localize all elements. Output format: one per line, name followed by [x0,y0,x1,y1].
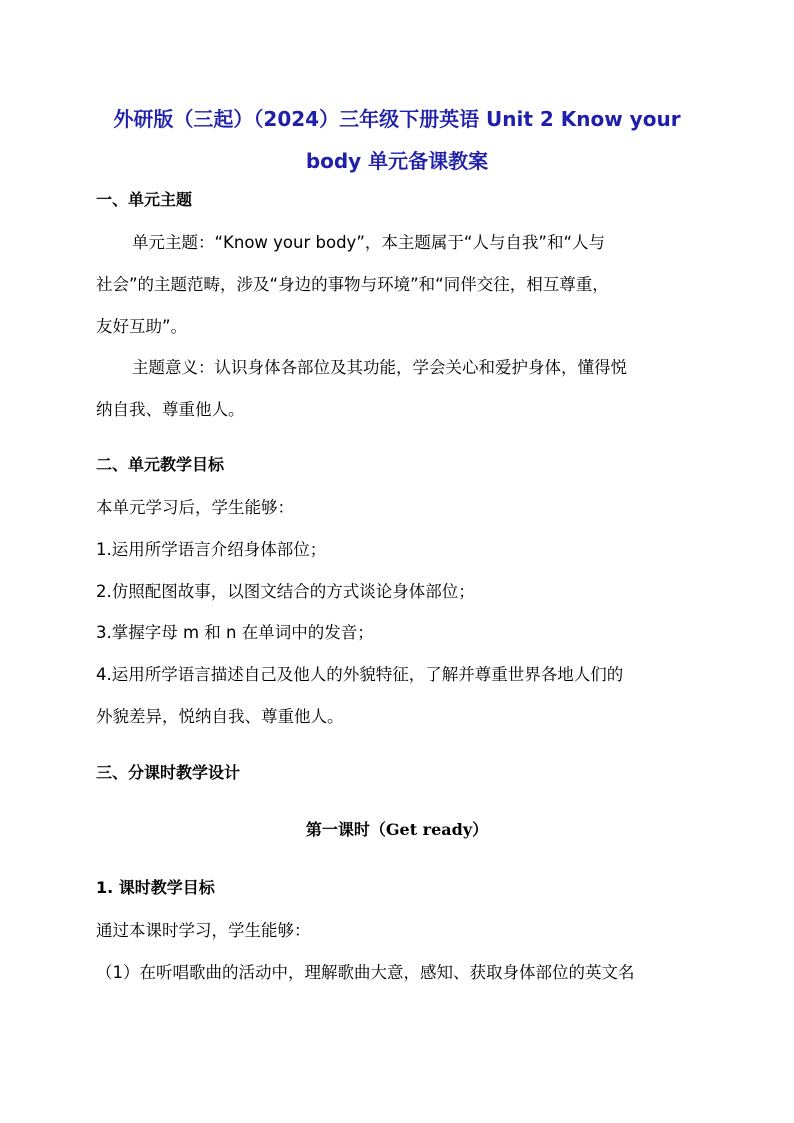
objective-item: 1.运用所学语言介绍身体部位； [96,540,327,559]
section-3-heading: 三、分课时教学设计 [96,763,241,782]
theme-paragraph-line: 社会”的主题范畴，涉及“身边的事物与环境”和“同伴交往，相互尊重， [96,275,609,294]
objective-item: 2.仿照配图故事，以图文结合的方式谈论身体部位； [96,582,475,601]
document-title-line-1: 外研版（三起）（2024）三年级下册英语 Unit 2 Know your [113,107,681,131]
lesson-intro: 通过本课时学习，学生能够： [96,921,311,940]
objective-item: 3.掌握字母 m 和 n 在单词中的发音； [96,623,374,642]
objective-item-continuation: 外貌差异，悦纳自我、尊重他人。 [96,707,344,726]
document-title-line-2: body 单元备课教案 [305,149,489,173]
meaning-paragraph-line: 纳自我、尊重他人。 [96,400,245,419]
lesson-objectives-heading: 1. 课时教学目标 [96,878,215,897]
lesson-objective-item: （1）在听唱歌曲的活动中，理解歌曲大意，感知、获取身体部位的英文名 [96,963,635,982]
meaning-paragraph-line: 主题意义：认识身体各部位及其功能，学会关心和爱护身体，懂得悦 [132,358,627,377]
section-2-heading: 二、单元教学目标 [96,455,225,474]
objectives-intro: 本单元学习后，学生能够： [96,498,294,517]
lesson-title: 第一课时（Get ready） [305,820,489,839]
theme-paragraph-line: 友好互助”。 [96,317,188,336]
section-1-heading: 一、单元主题 [96,190,193,209]
objective-item: 4.运用所学语言描述自己及他人的外貌特征，了解并尊重世界各地人们的 [96,665,624,684]
theme-paragraph-line: 单元主题：“Know your body”，本主题属于“人与自我”和“人与 [132,233,606,252]
